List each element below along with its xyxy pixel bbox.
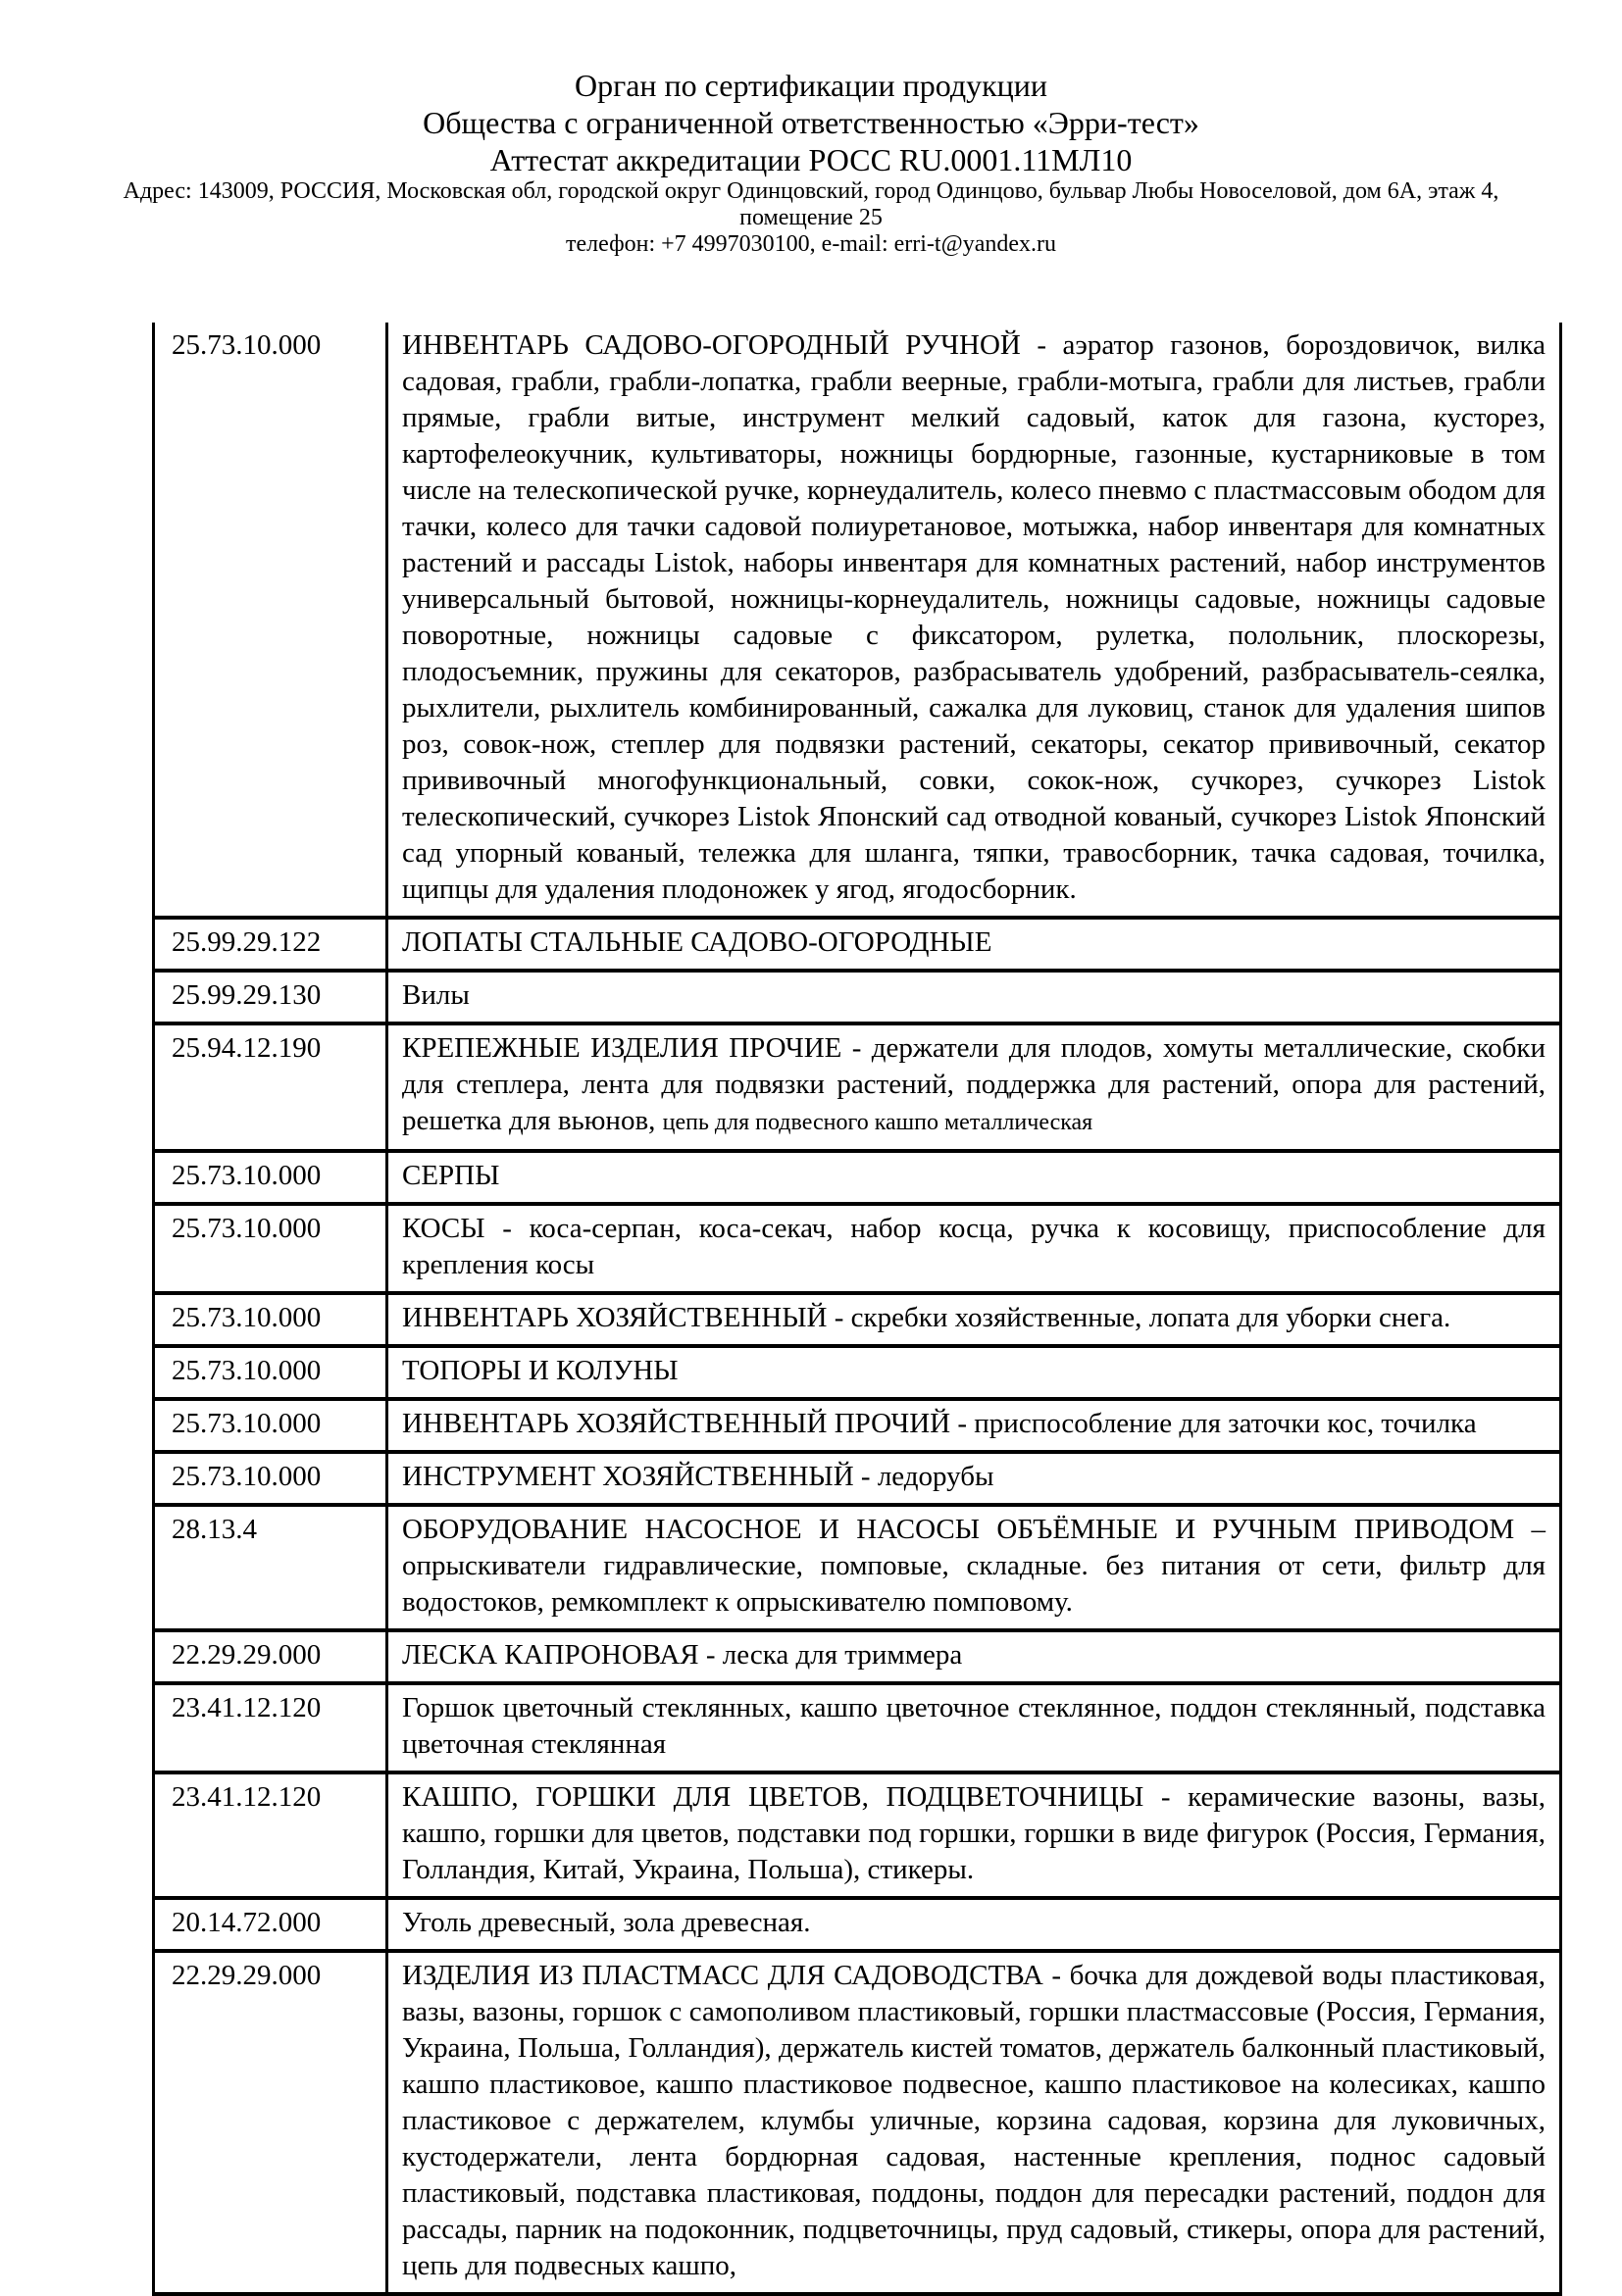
row-description xyxy=(387,1204,1561,1293)
row-code: 25.94.12.190 xyxy=(154,1023,387,1151)
row-description xyxy=(387,1772,1561,1898)
description-segment-normal: Вилы xyxy=(402,979,470,1011)
description-segment-small: цепь для подвесного кашпо металлическая xyxy=(662,1110,1093,1135)
description-segment-caps: СЕРПЫ xyxy=(402,1160,500,1191)
table-row xyxy=(154,1204,1561,1293)
description-segment-caps: ИНВЕНТАРЬ ХОЗЯЙСТВЕННЫЙ xyxy=(402,1302,828,1333)
row-code: 25.73.10.000 xyxy=(154,1452,387,1505)
row-description xyxy=(387,1630,1561,1683)
description-segment-normal: - бочка для дождевой воды пластиковая, вазы, вазоны, горшок с самополивом пластиковый, горшки пластмассовые (Россия, Германия, Украина, Польша, Голландия), держатель кистей томатов, держатель балконный пластиковый, кашпо пластиковое, кашпо пластиковое подвесное, кашпо пластиковое на колесиках, кашпо пластиковое с держателем, клумбы уличные, корзина садовая, корзина для луковичных, кустодержатели, лента бордюрная садовая, настенные крепления, поднос садовый пластиковый, подставка пластиковая, поддоны, поддон для пересадки растений, поддон для рассады, парник на подоконник, подцветочницы, пруд садовый, стикеры, опора для растений, цепь для подвесных кашпо, xyxy=(402,1960,1546,2281)
row-description xyxy=(387,918,1561,971)
description-segment-normal: - коса-серпан, коса-секач, набор косца, ручка к косовищу, приспособление для крепления косы xyxy=(402,1213,1546,1280)
description-segment-caps: ОБОРУДОВАНИЕ НАСОСНОЕ И НАСОСЫ ОБЪЁМНЫЕ И РУЧНЫМ ПРИВОДОМ – xyxy=(402,1514,1546,1545)
row-code: 25.99.29.130 xyxy=(154,971,387,1023)
row-code: 28.13.4 xyxy=(154,1505,387,1630)
table-row xyxy=(154,1293,1561,1346)
contact-line: телефон: +7 4997030100, e-mail: erri-t@yandex.ru xyxy=(566,231,1056,257)
description-segment-normal: - ледорубы xyxy=(853,1461,994,1492)
table-row xyxy=(154,1346,1561,1399)
table-row xyxy=(154,1151,1561,1204)
table-row xyxy=(154,918,1561,971)
description-segment-normal: Горшок цветочный стеклянных, кашпо цветочное стеклянное, поддон стеклянный, подставка цветочная стеклянная xyxy=(402,1692,1546,1760)
row-code: 22.29.29.000 xyxy=(154,1630,387,1683)
description-segment-normal: - приспособление для заточки кос, точилка xyxy=(950,1408,1477,1439)
product-codes-table xyxy=(152,323,1562,2296)
table-row xyxy=(154,1898,1561,1951)
description-segment-caps: ИНВЕНТАРЬ ХОЗЯЙСТВЕННЫЙ ПРОЧИЙ xyxy=(402,1408,951,1439)
accreditation-line: Аттестат аккредитации РОСС RU.0001.11МЛ10 xyxy=(489,142,1133,177)
description-segment-caps: ЛЕСКА КАПРОНОВАЯ xyxy=(402,1639,699,1671)
row-description xyxy=(387,1898,1561,1951)
description-segment-normal: - скребки хозяйственные, лопата для уборки снега. xyxy=(827,1302,1451,1333)
description-segment-caps: ИНСТРУМЕНТ ХОЗЯЙСТВЕННЫЙ xyxy=(402,1461,854,1492)
row-code: 22.29.29.000 xyxy=(154,1951,387,2294)
product-codes-table-body xyxy=(154,323,1561,2294)
row-description xyxy=(387,1505,1561,1630)
description-segment-normal: Уголь древесный, зола древесная. xyxy=(402,1907,811,1938)
table-row xyxy=(154,323,1561,918)
description-segment-caps: КАШПО, ГОРШКИ ДЛЯ ЦВЕТОВ, ПОДЦВЕТОЧНИЦЫ xyxy=(402,1781,1144,1813)
row-description xyxy=(387,323,1561,918)
description-segment-normal: - аэратор газонов, бороздовичок, вилка садовая, грабли, грабли-лопатка, грабли веерные, грабли-мотыга, грабли для листьев, грабли прямые, грабли витые, инструмент мелкий садовый, каток для газона, кусторез, картофелеокучник, культиваторы, ножницы бордюрные, газонные, кустарниковые в том числе на телескопической ручке, корнеудалитель, колесо пневмо с пластмассовым ободом для тачки, колесо для тачки садовой полиуретановое, мотыжка, набор инвентаря для комнатных растений и рассады Listok, наборы инвентаря для комнатных растений, набор инструментов универсальный бытовой, ножницы-корнеудалитель, ножницы садовые, ножницы садовые поворотные, ножницы садовые с фиксатором, рулетка, полольник, плоскорезы, плодосъемник, пружины для секаторов, разбрасыватель удобрений, разбрасыватель-сеялка, рыхлители, рыхлитель комбинированный, сажалка для луковиц, станок для удаления шипов роз, совок-нож, степлер для подвязки растений, секаторы, секатор прививочный, секатор прививочный многофункциональный, совки, сокок-нож, сучкорез, сучкорез Listok телескопический, сучкорез Listok Японский сад отводной кованый, сучкорез Listok Японский сад упорный кованый, тележка для шланга, тяпки, травосборник, тачка садовая, точилка, щипцы для удаления плодоножек у ягод, ягодосборник. xyxy=(402,329,1546,905)
table-row xyxy=(154,1452,1561,1505)
row-code: 25.73.10.000 xyxy=(154,1293,387,1346)
description-segment-normal: опрыскиватели гидравлические, помповые, складные. без питания от сети, фильтр для водостоков, ремкомплект к опрыскивателю помповому. xyxy=(402,1550,1546,1618)
row-code: 20.14.72.000 xyxy=(154,1898,387,1951)
address-line2: помещение 25 xyxy=(739,205,883,230)
address-line1: Адрес: 143009, РОССИЯ, Московская обл, городской округ Одинцовский, город Одинцово, бульвар Любы Новоселовой, дом 6А, этаж 4, xyxy=(123,178,1499,204)
table-row xyxy=(154,1630,1561,1683)
description-segment-caps: КОСЫ xyxy=(402,1213,485,1244)
table-row xyxy=(154,971,1561,1023)
table-row xyxy=(154,1399,1561,1452)
row-code: 23.41.12.120 xyxy=(154,1772,387,1898)
description-segment-caps: ИНВЕНТАРЬ САДОВО-ОГОРОДНЫЙ РУЧНОЙ xyxy=(402,329,1021,361)
row-description xyxy=(387,1452,1561,1505)
description-segment-caps: ЛОПАТЫ СТАЛЬНЫЕ САДОВО-ОГОРОДНЫЕ xyxy=(402,926,992,958)
document-header xyxy=(0,67,1622,258)
description-segment-caps: ИЗДЕЛИЯ ИЗ ПЛАСТМАСС ДЛЯ САДОВОДСТВА xyxy=(402,1960,1043,1991)
row-code: 25.73.10.000 xyxy=(154,1399,387,1452)
description-segment-normal: - держатели для плодов, хомуты металлические, скобки для степлера, лента для подвязки растений, поддержка для растений, опора для растений, решетка для вьюнов, xyxy=(402,1032,1546,1136)
row-code: 25.73.10.000 xyxy=(154,1151,387,1204)
row-code: 25.73.10.000 xyxy=(154,1204,387,1293)
row-description xyxy=(387,1951,1561,2294)
row-code: 25.73.10.000 xyxy=(154,323,387,918)
row-description xyxy=(387,1151,1561,1204)
description-segment-normal: - керамические вазоны, вазы, кашпо, горшки для цветов, подставки под горшки, горшки в виде фигурок (Россия, Германия, Голландия, Китай, Украина, Польша), стикеры. xyxy=(402,1781,1546,1885)
row-code: 25.73.10.000 xyxy=(154,1346,387,1399)
row-description xyxy=(387,1683,1561,1772)
description-segment-caps: КРЕПЕЖНЫЕ ИЗДЕЛИЯ ПРОЧИЕ xyxy=(402,1032,842,1064)
table-row xyxy=(154,1951,1561,2294)
row-description xyxy=(387,1346,1561,1399)
row-description xyxy=(387,1023,1561,1151)
table-row xyxy=(154,1683,1561,1772)
table-row xyxy=(154,1023,1561,1151)
description-segment-caps: ТОПОРЫ И КОЛУНЫ xyxy=(402,1355,679,1386)
org-title-line1: Орган по сертификации продукции xyxy=(574,68,1048,103)
row-description xyxy=(387,971,1561,1023)
row-description xyxy=(387,1399,1561,1452)
row-code: 25.99.29.122 xyxy=(154,918,387,971)
row-code: 23.41.12.120 xyxy=(154,1683,387,1772)
row-description xyxy=(387,1293,1561,1346)
table-row xyxy=(154,1772,1561,1898)
org-title-line2: Общества с ограниченной ответственностью «Эрри-тест» xyxy=(423,105,1199,140)
table-row xyxy=(154,1505,1561,1630)
description-segment-normal: - леска для триммера xyxy=(698,1639,963,1671)
